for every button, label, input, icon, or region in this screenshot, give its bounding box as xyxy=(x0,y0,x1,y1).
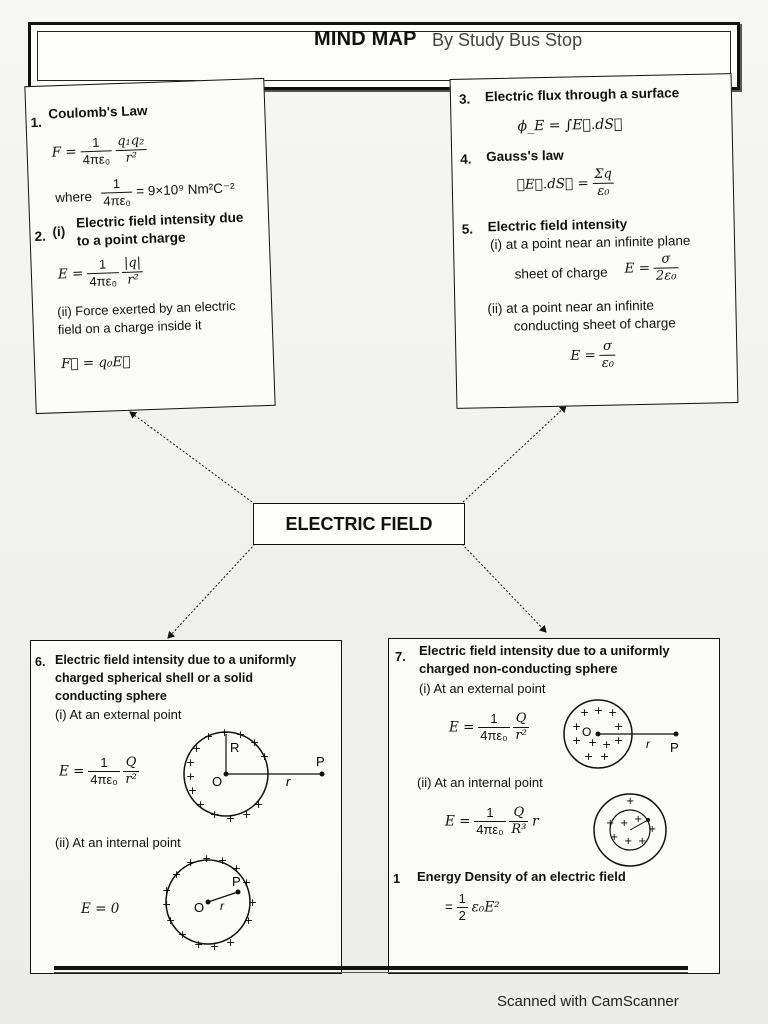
label-O: O xyxy=(194,900,205,915)
svg-text:+: + xyxy=(226,936,236,949)
section-title: Electric field intensity due to a uniformly xyxy=(419,643,670,658)
svg-text:+: + xyxy=(210,940,220,952)
denominator: 4πε₀ xyxy=(103,192,132,209)
fraction xyxy=(457,891,468,925)
svg-text:+: + xyxy=(172,868,182,881)
scanner-watermark: Scanned with CamScanner xyxy=(497,993,679,1010)
label-R: R xyxy=(230,740,240,755)
formula-lhs: E = xyxy=(59,763,85,780)
external-point-label: (i) At an external point xyxy=(419,681,546,696)
svg-text:+: + xyxy=(236,728,246,741)
svg-text:+: + xyxy=(626,796,635,807)
force-statement: (ii) Force exerted by an electric xyxy=(56,298,236,320)
svg-text:+: + xyxy=(186,770,196,783)
svg-text:+: + xyxy=(244,914,254,927)
numerator: σ xyxy=(653,251,678,269)
svg-text:+: + xyxy=(614,734,624,747)
denominator: ε₀ xyxy=(597,183,610,200)
svg-text:+: + xyxy=(226,812,236,825)
svg-text:+: + xyxy=(614,720,624,733)
section-title-line2: charged spherical shell or a solid xyxy=(55,671,253,685)
sphere-internal-diagram xyxy=(590,790,674,870)
svg-text:+: + xyxy=(162,898,172,911)
connector-to-bottom-right xyxy=(462,544,546,632)
svg-text:+: + xyxy=(248,896,258,909)
formula-lhs: ∮E⃗.dS⃗ = xyxy=(516,175,589,193)
fraction xyxy=(599,339,616,373)
numerator: 1 xyxy=(87,256,119,274)
svg-text:+: + xyxy=(242,808,252,821)
label-P: P xyxy=(316,754,325,769)
section-title-line3: conducting sphere xyxy=(55,689,167,703)
svg-text:+: + xyxy=(188,784,198,797)
numerator: Σq xyxy=(592,167,614,185)
section-number: 3. xyxy=(458,91,471,107)
label-r: r xyxy=(286,774,291,789)
energy-density-formula xyxy=(445,891,500,925)
section-number: 1. xyxy=(30,114,43,131)
svg-text:+: + xyxy=(218,854,228,867)
numerator: σ xyxy=(599,339,616,357)
svg-text:+: + xyxy=(594,704,604,717)
fraction xyxy=(123,755,138,789)
denominator: R³ xyxy=(511,822,527,838)
svg-text:+: + xyxy=(620,818,629,829)
page-title: MIND MAP xyxy=(314,28,417,50)
section-title: Gauss's law xyxy=(486,147,564,165)
svg-text:+: + xyxy=(232,862,242,875)
shell-external-formula xyxy=(59,755,139,789)
fraction xyxy=(88,755,119,789)
section-title: Electric flux through a surface xyxy=(484,85,680,105)
center-point xyxy=(596,732,601,737)
section-title: Electric field intensity xyxy=(487,216,628,235)
svg-text:+: + xyxy=(220,726,230,739)
denominator: 4πε₀ xyxy=(89,273,118,290)
internal-point-label: (ii) At an internal point xyxy=(55,835,181,850)
section-title: Electric field intensity due xyxy=(75,209,244,231)
section-number: 1 xyxy=(393,871,401,886)
footer-rule xyxy=(54,966,688,970)
svg-text:+: + xyxy=(600,750,610,763)
denominator: r² xyxy=(515,728,527,744)
label-r: r xyxy=(220,899,224,913)
point-p xyxy=(320,772,325,777)
svg-text:+: + xyxy=(610,832,619,843)
svg-text:+: + xyxy=(250,736,260,749)
numerator: Q xyxy=(509,805,528,822)
svg-text:+: + xyxy=(572,734,582,747)
svg-text:+: + xyxy=(196,798,206,811)
svg-text:+: + xyxy=(204,730,214,743)
formula-lhs: E = xyxy=(570,347,597,364)
fraction xyxy=(122,255,144,289)
formula-tail: r xyxy=(532,813,539,830)
svg-text:+: + xyxy=(254,798,264,811)
box-flux-gauss xyxy=(450,73,739,409)
svg-text:+: + xyxy=(242,876,252,889)
fraction xyxy=(509,805,528,839)
svg-text:+: + xyxy=(648,824,657,835)
flux-formula: ϕ_E = ∫E⃗.dS⃗ xyxy=(517,116,623,135)
center-point xyxy=(224,772,229,777)
denominator: 4πε₀ xyxy=(480,728,508,744)
svg-text:+: + xyxy=(186,856,196,869)
label-O: O xyxy=(582,725,592,739)
formula-equals: = xyxy=(445,899,453,915)
force-formula: F⃗ = q₀E⃗ xyxy=(60,353,131,373)
fraction xyxy=(80,134,113,169)
section-title: Energy Density of an electric field xyxy=(417,869,626,884)
central-topic: ELECTRIC FIELD xyxy=(253,503,465,545)
fraction xyxy=(115,133,147,168)
force-statement-line2: field on a charge inside it xyxy=(57,317,202,338)
section-title: Electric field intensity due to a uniformly xyxy=(55,653,297,667)
svg-text:+: + xyxy=(608,706,618,719)
internal-point-label: (ii) At an internal point xyxy=(417,775,543,790)
section-number: 2. xyxy=(34,228,47,245)
fraction xyxy=(513,711,528,745)
svg-text:+: + xyxy=(580,706,590,719)
plane-sheet-formula xyxy=(624,251,678,286)
section-title: Coulomb's Law xyxy=(48,103,148,122)
numerator: 1 xyxy=(474,805,505,822)
denominator: 4πε₀ xyxy=(82,151,111,168)
svg-text:+: + xyxy=(162,884,172,897)
svg-text:+: + xyxy=(210,808,220,821)
coulomb-formula xyxy=(51,133,147,170)
section-number: 4. xyxy=(460,151,472,167)
svg-text:+: + xyxy=(634,814,643,825)
svg-text:+: + xyxy=(202,852,212,865)
constant-formula xyxy=(101,172,236,210)
svg-text:+: + xyxy=(572,720,582,733)
svg-text:+: + xyxy=(178,928,188,941)
formula-lhs: E = xyxy=(624,260,651,277)
denominator: ε₀ xyxy=(601,355,615,372)
gauss-formula xyxy=(516,167,614,203)
label-r: r xyxy=(646,737,650,751)
external-point-label: (i) At an external point xyxy=(55,707,182,722)
formula-lhs: E = xyxy=(57,265,84,283)
point-p xyxy=(236,890,241,895)
formula-lhs: E = xyxy=(449,719,475,736)
svg-text:+: + xyxy=(194,938,204,951)
fraction xyxy=(474,805,505,839)
svg-text:+: + xyxy=(638,836,647,847)
fraction xyxy=(592,167,614,201)
sub-index: (i) xyxy=(52,223,66,240)
fraction xyxy=(101,176,134,211)
conducting-sheet-statement: (ii) at a point near an infinite xyxy=(487,297,655,317)
box-coulomb-law xyxy=(24,78,275,414)
svg-text:+: + xyxy=(260,750,270,763)
point-p xyxy=(646,818,650,822)
svg-text:+: + xyxy=(588,736,598,749)
numerator: 1 xyxy=(101,176,133,194)
formula-rhs: ε₀E² xyxy=(471,899,500,916)
numerator: Q xyxy=(123,755,138,772)
connector-to-top-left xyxy=(130,412,252,502)
numerator: Q xyxy=(513,711,528,728)
denominator: 2ε₀ xyxy=(655,268,677,284)
sphere-external-diagram xyxy=(560,696,700,774)
footer-rule-thin xyxy=(54,972,688,973)
point-p xyxy=(674,732,679,737)
connector-to-top-right xyxy=(463,406,566,502)
section-title-line2: charged non-conducting sphere xyxy=(419,661,618,676)
plane-sheet-statement-line2: sheet of charge xyxy=(514,264,608,282)
denominator: 4πε₀ xyxy=(90,772,118,788)
connector-to-bottom-left xyxy=(168,544,255,638)
sphere-external-formula xyxy=(449,711,529,745)
denominator: r² xyxy=(125,772,137,788)
section-title-line2: to a point charge xyxy=(76,229,186,249)
constant-value: = 9×10⁹ Nm²C⁻² xyxy=(135,180,235,199)
page-subtitle: By Study Bus Stop xyxy=(432,30,583,50)
formula-lhs: F = xyxy=(51,143,77,161)
center-point xyxy=(206,900,211,905)
svg-text:+: + xyxy=(606,818,615,829)
fraction xyxy=(478,711,509,745)
label-O: O xyxy=(212,774,223,789)
denominator: 4πε₀ xyxy=(476,822,504,838)
denominator: r² xyxy=(127,272,140,289)
numerator: 1 xyxy=(478,711,509,728)
section-number: 6. xyxy=(35,655,46,669)
formula-lhs: E = xyxy=(445,813,471,830)
svg-text:+: + xyxy=(186,756,196,769)
svg-text:+: + xyxy=(584,750,594,763)
svg-text:+: + xyxy=(192,742,202,755)
conducting-sheet-statement-line2: conducting sheet of charge xyxy=(513,315,677,334)
section-number: 7. xyxy=(395,649,406,664)
svg-text:+: + xyxy=(602,738,612,751)
numerator: 1 xyxy=(88,755,119,772)
svg-text:+: + xyxy=(166,914,176,927)
sphere-internal-formula xyxy=(445,805,539,839)
conducting-sheet-formula xyxy=(570,339,616,373)
numerator: q₁q₂ xyxy=(115,133,147,151)
section-number: 5. xyxy=(461,221,474,237)
numerator: |q| xyxy=(122,255,144,273)
label-P: P xyxy=(670,740,679,755)
shell-external-diagram xyxy=(180,722,330,828)
numerator: 1 xyxy=(457,891,468,908)
shell-internal-diagram xyxy=(156,852,266,952)
point-charge-formula xyxy=(57,255,144,291)
fraction xyxy=(87,256,120,291)
svg-text:+: + xyxy=(624,836,633,847)
denominator: r² xyxy=(125,150,138,167)
where-label: where xyxy=(54,188,93,206)
internal-field-zero: E = 0 xyxy=(81,901,120,917)
plane-sheet-statement: (i) at a point near an infinite plane xyxy=(489,232,691,253)
numerator: 1 xyxy=(80,134,112,152)
label-P: P xyxy=(232,874,241,889)
fraction xyxy=(653,251,678,285)
denominator: 2 xyxy=(458,908,466,924)
